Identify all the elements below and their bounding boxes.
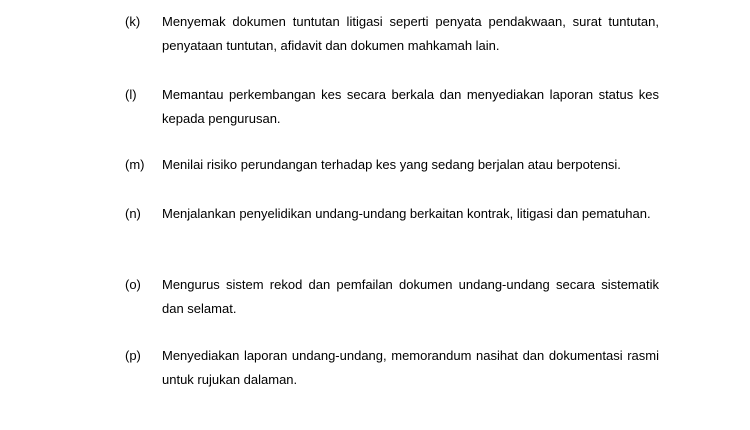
item-label: (m) (125, 157, 145, 172)
item-text: Mengurus sistem rekod dan pemfailan dokumen undang-undang secara sistematik dan selamat. (162, 277, 659, 316)
item-text: Menyemak dokumen tuntutan litigasi seperti penyata pendakwaan, surat tuntutan, penyataan tuntutan, afidavit dan dokumen mahkamah lain. (162, 14, 659, 53)
item-label: (p) (125, 348, 141, 363)
item-label: (n) (125, 206, 141, 221)
item-text: Menjalankan penyelidikan undang-undang berkaitan kontrak, litigasi dan pematuhan. (162, 206, 651, 221)
item-label: (k) (125, 14, 141, 29)
item-text: Memantau perkembangan kes secara berkala dan menyediakan laporan status kes kepada pengurusan. (162, 87, 659, 126)
item-text: Menyediakan laporan undang-undang, memorandum nasihat dan dokumentasi rasmi untuk rujukan dalaman. (162, 348, 659, 387)
item-label: (l) (125, 87, 137, 102)
item-label: (o) (125, 277, 141, 292)
item-text: Menilai risiko perundangan terhadap kes yang sedang berjalan atau berpotensi. (162, 157, 621, 172)
